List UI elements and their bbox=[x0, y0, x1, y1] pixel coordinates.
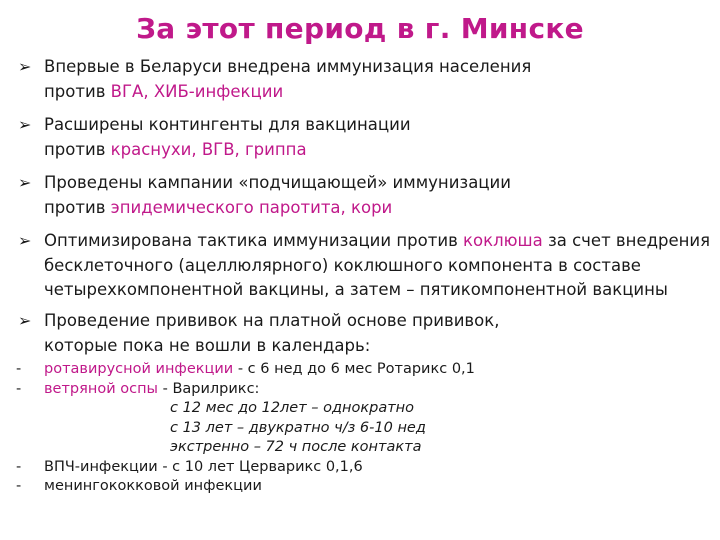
text-segment: Впервые в Беларуси внедрена иммунизация населения bbox=[44, 57, 532, 76]
text-segment: Проведение прививок на платной основе прививок, bbox=[44, 311, 500, 330]
bullet-continuation bbox=[44, 80, 704, 104]
arrow-bullet-icon: ➢ bbox=[18, 231, 32, 250]
text-segment: - Варилрикс: bbox=[158, 380, 260, 397]
page-title: За этот период в г. Минске bbox=[136, 12, 584, 45]
arrow-bullet-icon: ➢ bbox=[18, 115, 32, 134]
highlighted-text: ротавирусной инфекции bbox=[44, 361, 234, 377]
dash-marker: - bbox=[16, 478, 22, 494]
highlighted-text: краснухи, ВГВ, гриппа bbox=[110, 139, 307, 159]
bullet-continuation bbox=[44, 138, 704, 162]
text-segment: которые пока не вошли в календарь: bbox=[44, 335, 371, 355]
bullet-item bbox=[18, 309, 704, 333]
text-segment: с 12 мес до 12лет – однократно bbox=[170, 400, 415, 416]
text-segment: с 13 лет – двукратно ч/з 6-10 нед bbox=[170, 419, 426, 436]
text-segment: - с 6 нед до 6 мес Ротарикс 0,1 bbox=[233, 361, 475, 377]
text-segment: против bbox=[44, 81, 111, 101]
sub-item-detail bbox=[170, 438, 720, 458]
arrow-bullet-icon: ➢ bbox=[18, 173, 32, 192]
dash-marker: - bbox=[16, 380, 22, 397]
dash-marker: - bbox=[16, 361, 22, 377]
text-segment: за счет внедрения bbox=[542, 231, 711, 250]
dash-marker: - bbox=[16, 458, 22, 475]
text-segment: экстренно – 72 ч после контакта bbox=[170, 439, 422, 455]
bullet-item bbox=[18, 229, 711, 253]
sub-item bbox=[16, 360, 704, 380]
text-segment: Оптимизирована тактика иммунизации против bbox=[44, 231, 464, 250]
bullet-continuation bbox=[44, 196, 704, 220]
bullet-continuation bbox=[44, 278, 704, 302]
highlighted-text: эпидемического паротита, кори bbox=[110, 197, 393, 217]
text-segment: против bbox=[44, 197, 111, 217]
text-segment: четырехкомпонентной вакцины, а затем – пятикомпонентной вакцины bbox=[44, 280, 668, 299]
bullet-continuation bbox=[44, 254, 704, 278]
text-segment: против bbox=[44, 139, 111, 159]
text-segment: менингококковой инфекции bbox=[44, 478, 262, 494]
sub-item-detail bbox=[170, 399, 720, 419]
highlighted-text: ветряной оспы bbox=[44, 380, 158, 397]
text-segment: ВПЧ-инфекции - с 10 лет Церварикс 0,1,6 bbox=[44, 458, 363, 475]
bullet-item bbox=[18, 171, 704, 195]
highlighted-text: ВГА, ХИБ-инфекции bbox=[110, 81, 284, 101]
sub-item bbox=[16, 477, 704, 497]
bullet-continuation bbox=[44, 334, 704, 358]
text-segment: Расширены контингенты для вакцинации bbox=[44, 115, 411, 134]
sub-item-detail bbox=[170, 419, 720, 439]
sub-item bbox=[16, 458, 704, 478]
arrow-bullet-icon: ➢ bbox=[18, 57, 32, 76]
highlighted-text: коклюша bbox=[463, 231, 543, 250]
arrow-bullet-icon: ➢ bbox=[18, 311, 32, 330]
bullet-item bbox=[18, 55, 704, 79]
text-segment: бесклеточного (ацеллюлярного) коклюшного компонента в составе bbox=[44, 255, 641, 275]
text-segment: Проведены кампании «подчищающей» иммунизации bbox=[44, 173, 511, 192]
bullet-item bbox=[18, 113, 704, 137]
sub-item bbox=[16, 380, 704, 400]
